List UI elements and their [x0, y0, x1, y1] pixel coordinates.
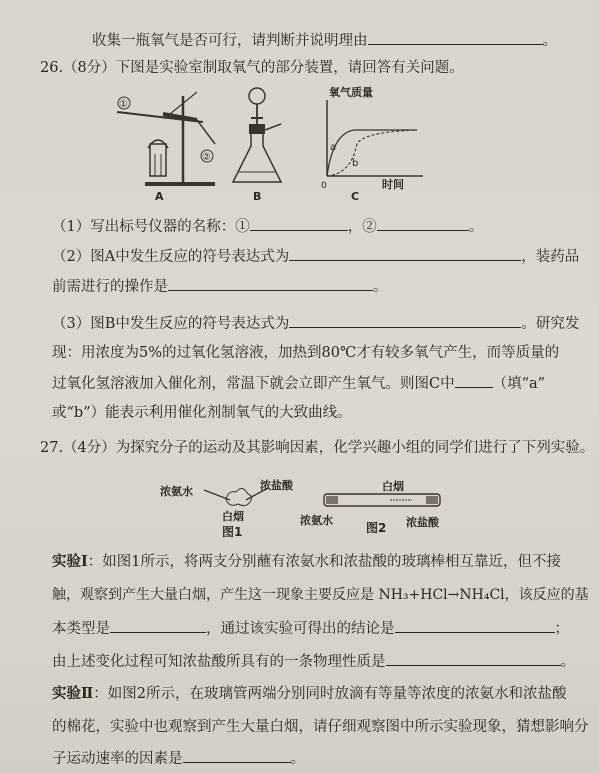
q26-sub1: （1）写出标号仪器的名称：① ，② 。	[52, 216, 483, 237]
fig2-left-label: 浓氨水	[300, 514, 333, 527]
q26-sub3-line1: （3）图B中发生反应的符号表达式为 。研究发	[52, 313, 579, 334]
answer-blank[interactable]	[368, 30, 543, 45]
curve-a-label: a	[330, 142, 337, 153]
q27-header: 27.（4分）为探究分子的运动及其影响因素，化学兴趣小组的同学们进行了下列实验。	[40, 440, 595, 456]
fig1-right-label: 浓盐酸	[260, 479, 293, 492]
answer-blank[interactable]	[168, 276, 373, 291]
answer-blank[interactable]	[386, 651, 561, 666]
q26-apparatus-figure	[105, 84, 435, 202]
q26-sub2-line1: （2）图A中发生反应的符号表达式为 ，装药品	[52, 246, 579, 267]
fig2-caption: 图2	[366, 521, 387, 535]
label-1: ①	[119, 99, 128, 110]
e2-line2: 的棉花，实验中也观察到产生大量白烟，请仔细观察图中所示实验现象，猜想影响分	[52, 719, 589, 735]
caption-b: B	[253, 190, 262, 202]
apparatus-a	[117, 92, 215, 186]
top-line: 收集一瓶氧气是否可行，请判断并说明理由 。	[92, 30, 557, 51]
e1-line1: 实验Ⅰ：如图1所示，将两支分别蘸有浓氨水和浓盐酸的玻璃棒相互靠近，但不接	[52, 553, 562, 570]
fig1-left-label: 浓氨水	[160, 485, 193, 498]
q26-sub3-line3: 过氧化氢溶液加入催化剂，常温下就会立即产生氧气。则图C中 （填“a”	[52, 373, 545, 394]
e2-label: 实验Ⅱ	[52, 685, 94, 702]
caption-c: C	[351, 190, 360, 202]
e1-line4: 由上述变化过程可知浓盐酸所具有的一条物理性质是 。	[52, 651, 575, 672]
e1-line3: 本类型是 ，通过该实验可得出的结论是 ；	[52, 618, 569, 639]
e1-label: 实验Ⅰ	[52, 553, 88, 570]
answer-blank[interactable]	[110, 618, 206, 633]
q26-sub3-line4: 或“b”）能表示利用催化剂制氧气的大致曲线。	[52, 405, 352, 421]
figure-1	[160, 470, 310, 540]
curve-b-label: b	[352, 158, 359, 169]
graph-xlabel: 时间	[382, 178, 404, 191]
answer-blank[interactable]	[250, 216, 348, 231]
figure-2	[300, 476, 460, 538]
answer-blank[interactable]	[289, 246, 521, 261]
fig1-caption: 图1	[222, 525, 243, 539]
fig1-smoke-label: 白烟	[222, 510, 244, 523]
q26-header: 26.（8分）下图是实验室制取氧气的部分装置，请回答有关问题。	[40, 60, 464, 76]
fig2-right-label: 浓盐酸	[406, 516, 439, 529]
e2-line1: 实验Ⅱ：如图2所示，在玻璃管两端分别同时放滴有等量等浓度的浓氨水和浓盐酸	[52, 685, 567, 702]
answer-blank[interactable]	[183, 748, 291, 763]
answer-blank[interactable]	[289, 313, 521, 328]
graph-origin: 0	[321, 181, 327, 191]
answer-blank[interactable]	[395, 618, 555, 633]
answer-blank[interactable]	[377, 216, 469, 231]
apparatus-b	[233, 88, 281, 182]
graph-c	[327, 100, 423, 176]
q26-sub3-line2: 现：用浓度为5%的过氧化氢溶液，加热到80℃才有较多氧气产生，而等质量的	[52, 345, 560, 361]
fig2-smoke-label: 白烟	[382, 480, 404, 493]
label-2: ②	[202, 152, 211, 163]
graph-ylabel: 氧气质量	[329, 86, 373, 99]
q26-sub2-line2: 前需进行的操作是 。	[52, 276, 388, 297]
e1-line2: 触，观察到产生大量白烟，产生这一现象主要反应是 NH₃+HCl→NH₄Cl，该反应的基	[52, 587, 589, 603]
e2-line3: 子运动速率的因素是 。	[52, 748, 305, 769]
answer-blank[interactable]	[455, 373, 493, 388]
caption-a: A	[155, 190, 164, 202]
